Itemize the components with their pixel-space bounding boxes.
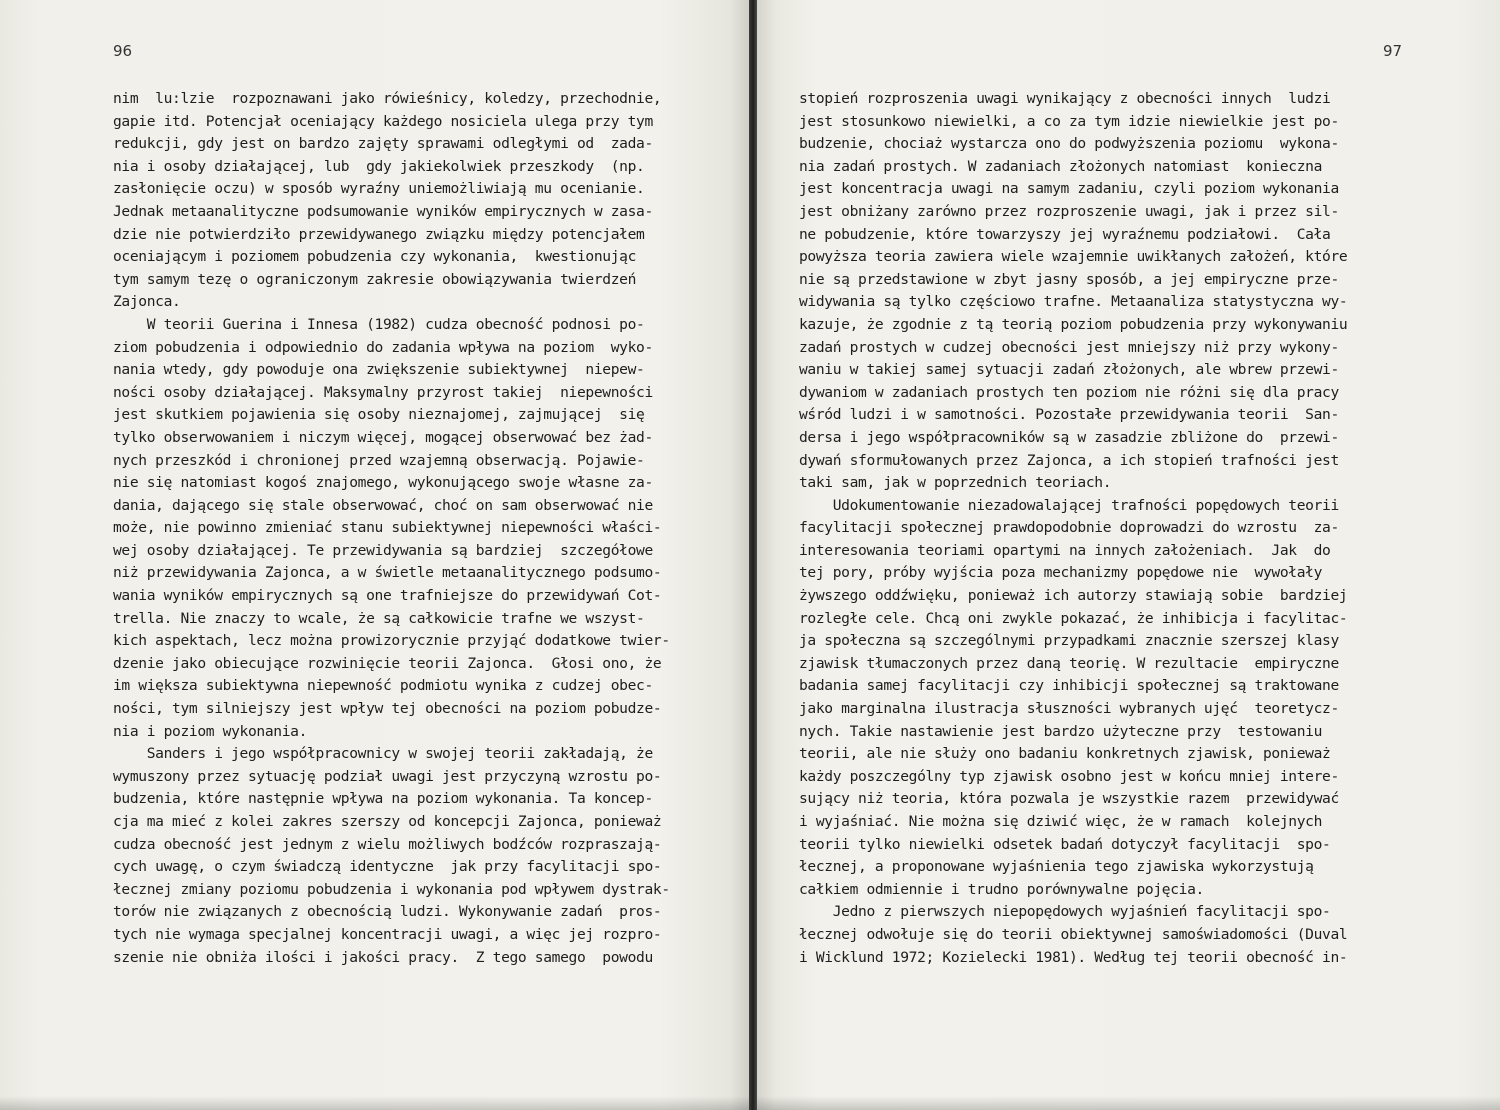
text-line: kazuje, że zgodnie z tą teorią poziom pobudzenia przy wykonywaniu: [799, 315, 1348, 333]
text-line: nych przeszkód i chronionej przed wzajemną obserwacją. Pojawie-: [113, 451, 645, 469]
text-line: nania wtedy, gdy powoduje ona zwiększenie subiektywnej niepew-: [113, 361, 645, 379]
text-line: wania wyników empirycznych są one trafniejsze do przewidywań Cot-: [113, 587, 662, 605]
text-line: ności osoby działającej. Maksymalny przyrost takiej niepewności: [113, 383, 653, 401]
text-line: oceniającym i poziomem pobudzenia czy wykonania, kwestionując: [113, 248, 637, 266]
text-line: gapie itd. Potencjał oceniający każdego nosiciela ulega przy tym: [113, 112, 653, 130]
text-line: kich aspektach, lecz można prowizorycznie przyjąć dodatkowe twier-: [113, 632, 670, 650]
text-line: dywań sformułowanych przez Zajonca, a ich stopień trafności jest: [799, 451, 1339, 469]
text-line: dzie nie potwierdziło przewidywanego związku między potencjałem: [113, 225, 645, 243]
text-line: tylko obserwowaniem i niczym więcej, mogącej obserwować bez żad-: [113, 428, 653, 446]
right-page: [757, 0, 1500, 1110]
text-line: Zajonca.: [113, 293, 181, 311]
text-line: ne pobudzenie, które towarzyszy jej wyraźnemu podziałowi. Cała: [799, 225, 1331, 243]
page-number-right: 97: [1383, 42, 1403, 60]
text-line: jest skutkiem pojawienia się osoby nieznajomej, zajmującej się: [113, 406, 645, 424]
text-line: redukcji, gdy jest on bardzo zajęty sprawami odległymi od zada-: [113, 135, 653, 153]
text-line: szenie nie obniża ilości i jakości pracy. Z tego samego powodu: [113, 948, 653, 966]
text-line: wej osoby działającej. Te przewidywania są bardziej szczegółowe: [113, 541, 653, 559]
text-line: trella. Nie znaczy to wcale, że są całkowicie trafne we wszyst-: [113, 609, 645, 627]
text-line: zasłonięcie oczu) w sposób wyraźny uniemożliwiają mu ocenianie.: [113, 180, 645, 198]
text-line: niż przewidywania Zajonca, a w świetle metaanalitycznego podsumo-: [113, 564, 662, 582]
text-line: taki sam, jak w poprzednich teoriach.: [799, 474, 1112, 492]
text-line: łecznej zmiany poziomu pobudzenia i wykonania pod wpływem dystrak-: [113, 880, 670, 898]
right-page-text: [799, 88, 1399, 969]
text-line: zadań prostych w cudzej obecności jest mniejszy niż przy wykony-: [799, 338, 1339, 356]
text-line: im większa subiektywna niepewność podmiotu wynika z cudzej obec-: [113, 677, 653, 695]
text-line: torów nie związanych z obecnością ludzi. Wykonywanie zadań pros-: [113, 903, 662, 921]
text-line: i Wicklund 1972; Kozielecki 1981). Według tej teorii obecność in-: [799, 948, 1348, 966]
text-line: każdy poszczególny typ zjawisk osobno jest w końcu mniej intere-: [799, 767, 1339, 785]
text-line: ja społeczna są szczególnymi przypadkami znacznie szerszej klasy: [799, 632, 1339, 650]
left-page: [0, 0, 749, 1110]
text-line: zjawisk tłumaczonych przez daną teorię. W rezultacie empiryczne: [799, 654, 1339, 672]
text-line: teorii, ale nie służy ono badaniu konkretnych zjawisk, ponieważ: [799, 745, 1331, 763]
text-line: jest obniżany zarówno przez rozproszenie uwagi, jak i przez sil-: [799, 202, 1339, 220]
text-line: łecznej, a proponowane wyjaśnienia tego zjawiska wykorzystują: [799, 858, 1314, 876]
text-line: stopień rozproszenia uwagi wynikający z obecności innych ludzi: [799, 90, 1331, 107]
text-line: dywaniom w zadaniach prostych ten poziom nie różni się dla pracy: [799, 383, 1339, 401]
text-line: powyższa teoria zawiera wiele wzajemnie uwikłanych założeń, które: [799, 248, 1348, 266]
text-line: facylitacji społecznej prawdopodobnie doprowadzi do wzrostu za-: [799, 519, 1339, 537]
text-line: nie są przedstawione w zbyt jasny sposób, a jej empiryczne prze-: [799, 270, 1339, 288]
text-line: dersa i jego współpracowników są w zasadzie zbliżone do przewi-: [799, 428, 1339, 446]
text-line: budzenia, które następnie wpływa na poziom wykonania. Ta koncep-: [113, 790, 653, 808]
text-line: nia i osoby działającej, lub gdy jakiekolwiek przeszkody (np.: [113, 157, 645, 175]
text-line: cych uwagę, o czym świadczą identyczne jak przy facylitacji spo-: [113, 858, 662, 876]
text-line: jest koncentracja uwagi na samym zadaniu, czyli poziom wykonania: [799, 180, 1339, 198]
page-number-left: 96: [113, 42, 133, 60]
text-line: badania samej facylitacji czy inhibicji społecznej są traktowane: [799, 677, 1339, 695]
text-line: wymuszony przez sytuację podział uwagi jest przyczyną wzrostu po-: [113, 767, 662, 785]
book-gutter: [749, 0, 757, 1110]
text-line: wśród ludzi i w samotności. Pozostałe przewidywania teorii San-: [799, 406, 1339, 424]
text-line: W teorii Guerina i Innesa (1982) cudza obecność podnosi po-: [113, 315, 645, 333]
text-line: tej pory, próby wyjścia poza mechanizmy popędowe nie wywołały: [799, 564, 1323, 582]
text-line: jako marginalna ilustracja słuszności wybranych ujęć teoretycz-: [799, 700, 1339, 718]
text-line: widywania są tylko częściowo trafne. Metaanaliza statystyczna wy-: [799, 293, 1348, 311]
text-line: tym samym tezę o ograniczonym zakresie obowiązywania twierdzeń: [113, 270, 637, 288]
text-line: rozległe cele. Chcą oni zwykle pokazać, że inhibicja i facylitac-: [799, 609, 1348, 627]
text-line: dania, dającego się stale obserwować, choć on sam obserwować nie: [113, 496, 653, 514]
text-line: cudza obecność jest jednym z wielu możliwych bodźców rozpraszają-: [113, 835, 662, 853]
text-line: i wyjaśniać. Nie można się dziwić więc, że w ramach kolejnych: [799, 813, 1323, 830]
text-line: sujący niż teoria, która pozwala je wszystkie razem przewidywać: [799, 790, 1339, 808]
text-line: cja ma mieć z kolei zakres szerszy od koncepcji Zajonca, ponieważ: [113, 813, 662, 830]
text-line: nia zadań prostych. W zadaniach złożonych natomiast konieczna: [799, 157, 1323, 175]
page-shadow: [0, 1096, 749, 1110]
text-line: interesowania teoriami opartymi na innych założeniach. Jak do: [799, 541, 1331, 559]
text-line: dzenie jako obiecujące rozwinięcie teorii Zajonca. Głosi ono, że: [113, 654, 662, 672]
text-line: może, nie powinno zmieniać stanu subiektywnej niepewności właści-: [113, 519, 662, 537]
page-shadow: [757, 1096, 1500, 1110]
text-line: nim lu:lzie rozpoznawani jako rówieśnicy, koledzy, przechodnie,: [113, 90, 662, 107]
text-line: jest stosunkowo niewielki, a co za tym idzie niewielkie jest po-: [799, 112, 1339, 130]
text-line: nia i poziom wykonania.: [113, 722, 308, 740]
text-line: Udokumentowanie niezadowalającej trafności popędowych teorii: [799, 496, 1339, 514]
text-line: ności, tym silniejszy jest wpływ tej obecności na poziom pobudze-: [113, 700, 662, 718]
text-line: tych nie wymaga specjalnej koncentracji uwagi, a więc jej rozpro-: [113, 925, 662, 943]
text-line: nych. Takie nastawienie jest bardzo użyteczne przy testowaniu: [799, 722, 1323, 740]
text-line: łecznej odwołuje się do teorii obiektywnej samoświadomości (Duval: [799, 925, 1348, 943]
text-line: całkiem odmiennie i trudno porównywalne pojęcia.: [799, 880, 1204, 898]
text-line: Jedno z pierwszych niepopędowych wyjaśnień facylitacji spo-: [799, 903, 1331, 921]
text-line: Jednak metaanalityczne podsumowanie wyników empirycznych w zasa-: [113, 202, 653, 220]
text-line: budzenie, chociaż wystarcza ono do podwyższenia poziomu wykona-: [799, 135, 1339, 153]
text-line: ziom pobudzenia i odpowiednio do zadania wpływa na poziom wyko-: [113, 338, 653, 356]
left-page-text: [113, 88, 713, 969]
text-line: teorii tylko niewielki odsetek badań dotyczył facylitacji spo-: [799, 835, 1331, 853]
text-line: nie się natomiast kogoś znajomego, wykonującego swoje własne za-: [113, 474, 653, 492]
text-line: żywszego oddźwięku, ponieważ ich autorzy stawiają sobie bardziej: [799, 587, 1348, 605]
text-line: waniu w takiej samej sytuacji zadań złożonych, ale wbrew przewi-: [799, 361, 1339, 379]
text-line: Sanders i jego współpracownicy w swojej teorii zakładają, że: [113, 745, 653, 763]
